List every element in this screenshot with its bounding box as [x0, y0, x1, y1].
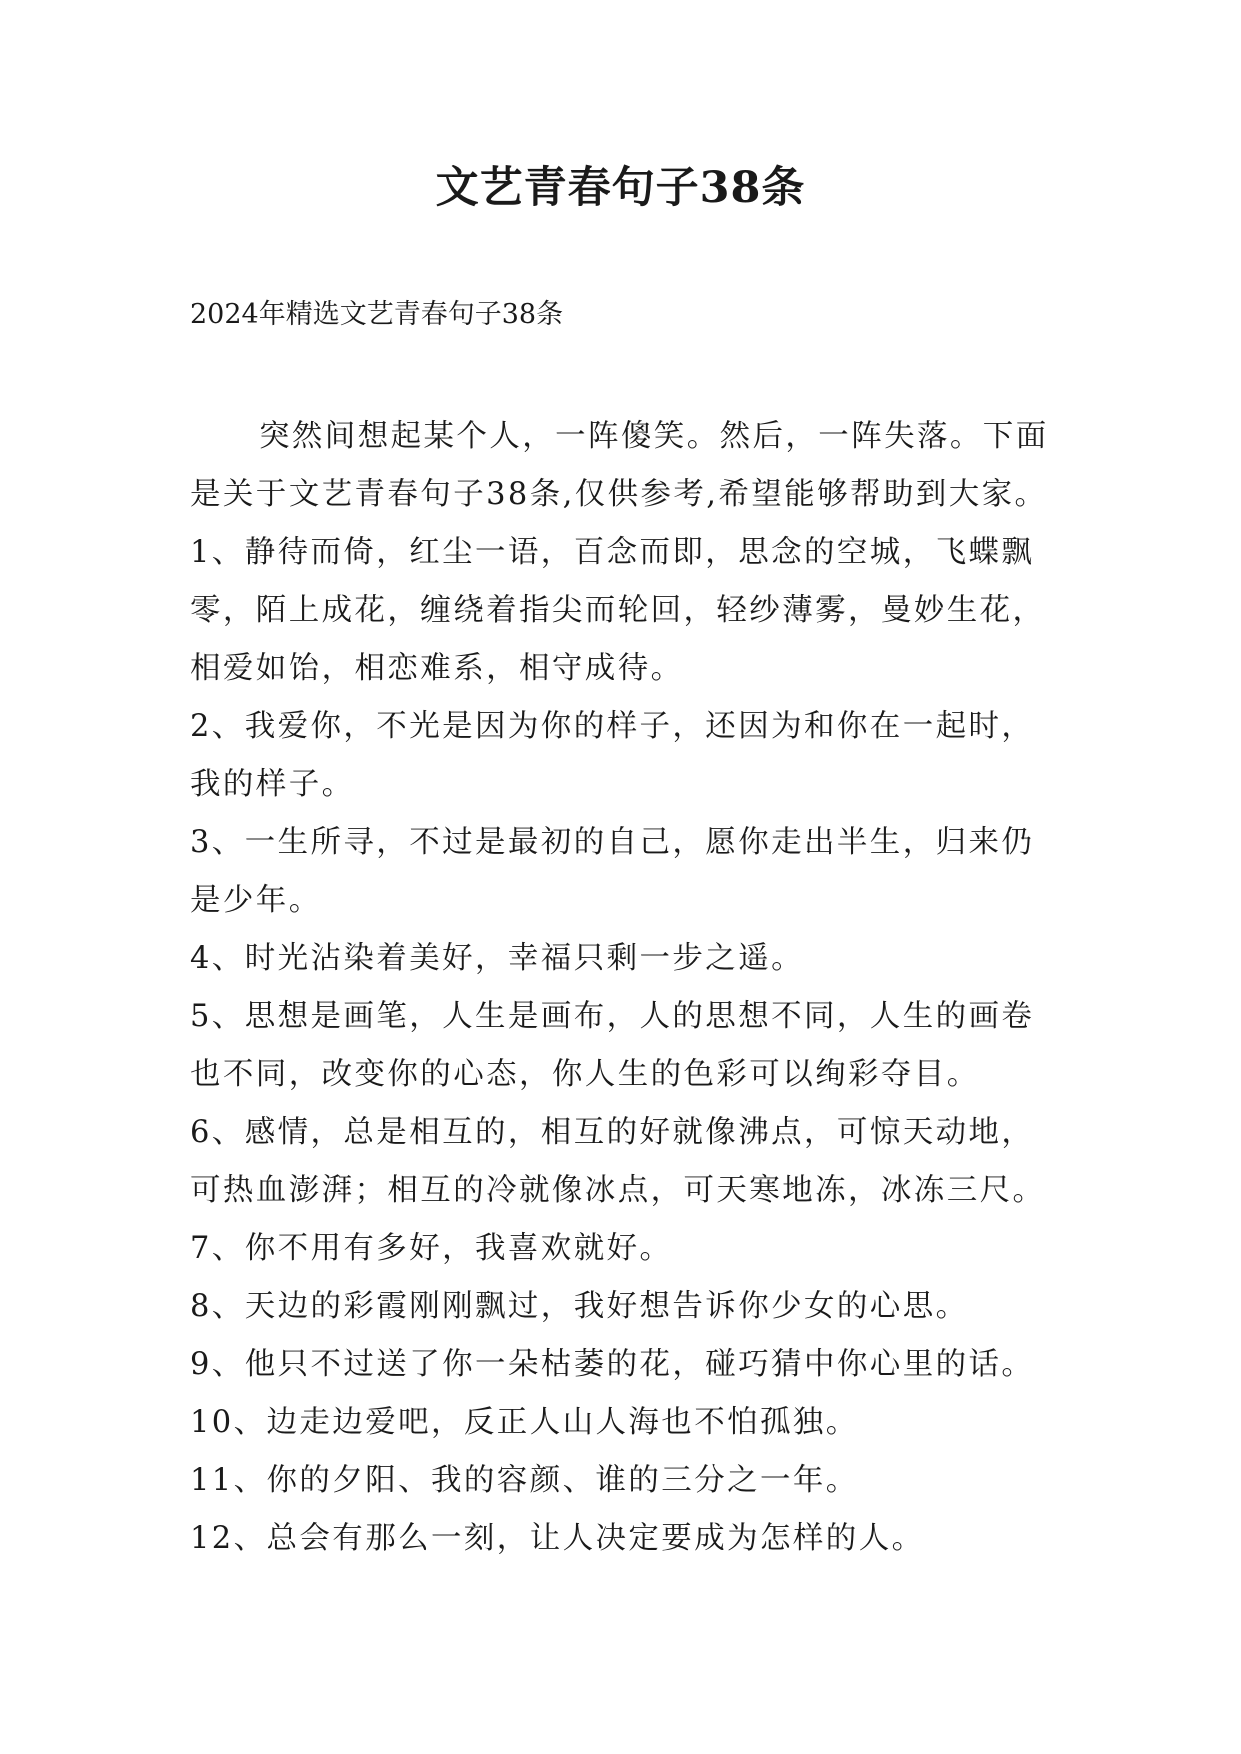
document-body: [190, 408, 1090, 1568]
item-6-line-2: 可热血澎湃；相互的冷就像冰点，可天寒地冻，冰冻三尺。: [190, 1173, 1046, 1208]
item-7-line-1: 7、你不用有多好，我喜欢就好。: [190, 1231, 673, 1266]
item-1-line-2: 零，陌上成花，缠绕着指尖而轮回，轻纱薄雾，曼妙生花，: [190, 593, 1046, 628]
item-9-line-1: 9、他只不过送了你一朵枯萎的花，碰巧猜中你心里的话。: [190, 1347, 1035, 1382]
item-3-line-2: 是少年。: [190, 883, 322, 918]
item-3-line-1: 3、一生所寻，不过是最初的自己，愿你走出半生，归来仍: [190, 825, 1035, 860]
document-title: 文艺青春句子38条: [435, 163, 806, 213]
item-1-line-3: 相爱如饴，相恋难系，相守成待。: [190, 651, 684, 686]
intro-line-2: 是关于文艺青春句子38条,仅供参考,希望能够帮助到大家。: [190, 477, 1048, 512]
item-5-line-1: 5、思想是画笔，人生是画布，人的思想不同，人生的画卷: [190, 999, 1035, 1034]
item-10-line-1: 10、边走边爱吧，反正人山人海也不怕孤独。: [190, 1405, 859, 1440]
item-5-line-2: 也不同，改变你的心态，你人生的色彩可以绚彩夺目。: [190, 1057, 980, 1092]
item-6-line-1: 6、感情，总是相互的，相互的好就像沸点，可惊天动地，: [190, 1115, 1035, 1150]
item-12-line-1: 12、总会有那么一刻，让人决定要成为怎样的人。: [190, 1521, 925, 1556]
intro-line-1: 突然间想起某个人，一阵傻笑。然后，一阵失落。下面: [259, 419, 1049, 454]
item-4-line-1: 4、时光沾染着美好，幸福只剩一步之遥。: [190, 941, 805, 976]
document-subtitle: 2024年精选文艺青春句子38条: [190, 299, 564, 330]
item-1-line-1: 1、静待而倚，红尘一语，百念而即，思念的空城，飞蝶飘: [190, 535, 1035, 570]
item-11-line-1: 11、你的夕阳、我的容颜、谁的三分之一年。: [190, 1463, 859, 1498]
item-2-line-1: 2、我爱你，不光是因为你的样子，还因为和你在一起时，: [190, 709, 1035, 744]
item-2-line-2: 我的样子。: [190, 767, 355, 802]
item-8-line-1: 8、天边的彩霞刚刚飘过，我好想告诉你少女的心思。: [190, 1289, 969, 1324]
